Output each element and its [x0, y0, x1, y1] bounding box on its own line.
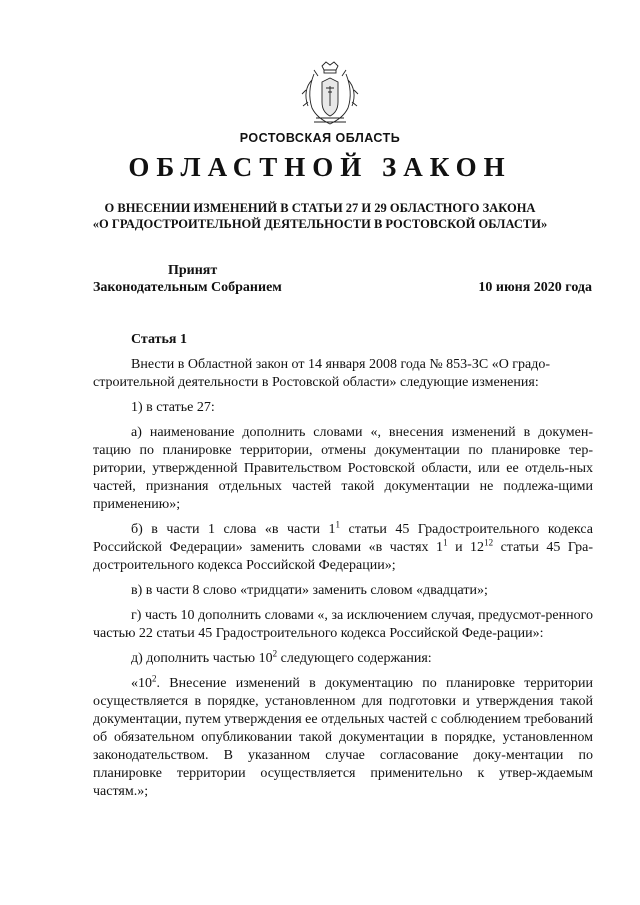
- item-1: 1) в статье 27:: [131, 400, 215, 415]
- item-1-g: г) часть 10 дополнить словами «, за исключением случая, предусмот-ренного частью 22 статьи 45 Градостроительного кодекса Российской Феде-рации»:: [93, 608, 593, 641]
- item-1-b-text-2: статьи 45 Градостроительного кодекса Российской Федерации» заменить словами «в частях 1: [93, 522, 593, 555]
- subtitle-line-1: О ВНЕСЕНИИ ИЗМЕНЕНИЙ В СТАТЬИ 27 И 29 ОБЛАСТНОГО ЗАКОНА: [104, 201, 536, 215]
- item-1-v: в) в части 8 слово «тридцати» заменить словом «двадцати»;: [131, 583, 488, 598]
- item-1-b-text-1: б) в части 1 слова «в части 1: [131, 522, 336, 537]
- article-intro-line-1: Внести в Областной закон от 14 января 2008 года № 853-ЗС «О градо-: [131, 357, 551, 372]
- article-intro: [93, 356, 593, 392]
- article-intro-line-2: строительной деятельности в Ростовской области» следующие изменения:: [93, 375, 539, 390]
- adoption-date: 10 июня 2020 года: [478, 280, 592, 295]
- article-heading: Статья 1: [131, 332, 187, 347]
- item-1-b-sup-1: 1: [335, 519, 341, 530]
- item-1-b-sup-3: 12: [484, 537, 494, 548]
- document-type-title: ОБЛАСТНОЙ ЗАКОН: [128, 152, 512, 182]
- subtitle-line-2: «О ГРАДОСТРОИТЕЛЬНОЙ ДЕЯТЕЛЬНОСТИ В РОСТОВСКОЙ ОБЛАСТИ»: [92, 217, 548, 231]
- item-1-b-text-4: статьи 45 Гра-достроительного кодекса Российской Федерации»;: [93, 540, 593, 573]
- item-1-a: а) наименование дополнить словами «, внесения изменений в докумен-тацию по планировке территории, отмены документации по планировке тер-ритории, утвержденной Правительством Ростовской области, или ее отдель-ных частей, признания отдельных частей такой документации не подлежа-щими применению»;: [93, 425, 593, 512]
- new-part-10-2: [93, 675, 593, 801]
- adopted-by: Законодательным Собранием: [93, 280, 282, 295]
- item-1-d-sup: 2: [272, 648, 278, 659]
- new-part-text-1: «10: [131, 676, 152, 691]
- item-1-b-sup-2: 1: [443, 537, 448, 548]
- coat-of-arms-emblem: [300, 60, 360, 130]
- new-part-text-2: . Внесение изменений в документацию по планировке территории осуществляется в порядке, установленном для подготовки и утверждения такой документации, путем утверждения ее отдельных частей с соблюдением требований об обязательном опубликовании такой документации в порядке, установленном законодательством. В указанном случае согласование доку-ментации по планировке территории осуществляется применительно к утвер-ждаемым частям.»;: [93, 676, 593, 799]
- item-1-d-text-1: д) дополнить частью 10: [131, 651, 273, 666]
- adopted-label: Принят: [168, 263, 218, 278]
- region-name: РОСТОВСКАЯ ОБЛАСТЬ: [239, 131, 401, 145]
- item-1-b: [93, 521, 593, 575]
- item-1-d-text-2: следующего содержания:: [277, 651, 432, 666]
- item-1-b-text-3: и 12: [447, 540, 485, 555]
- item-1-d: [93, 650, 593, 668]
- new-part-sup: 2: [152, 673, 157, 684]
- law-body: [93, 331, 593, 808]
- law-subtitle: [0, 200, 640, 232]
